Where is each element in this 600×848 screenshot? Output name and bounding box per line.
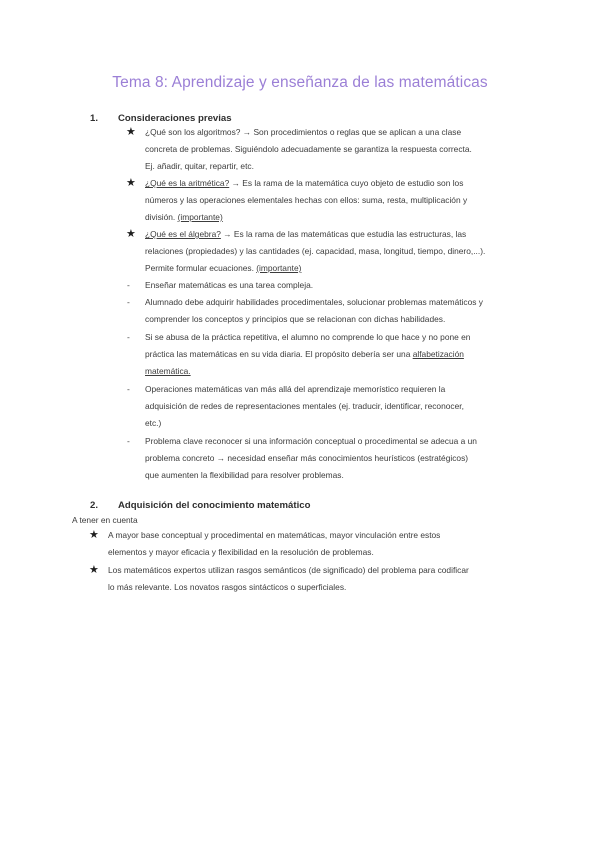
section-2-item-1-line-2: elementos y mayor eficacia y flexibilidad en la resolución de problemas.: [108, 547, 374, 557]
star-bullet-icon: ★: [89, 529, 99, 541]
item-dash-4-line-2: adquisición de redes de representaciones mentales (ej. traducir, identificar, reconocer,: [145, 401, 464, 411]
section-2-number: 2.: [90, 500, 99, 511]
dash-bullet-icon: -: [127, 436, 130, 446]
item-algoritmos-line-1: [145, 124, 461, 141]
question-aritmetica: ¿Qué es la aritmética?: [145, 178, 230, 188]
item-algoritmos-line-2: concreta de problemas. Siguiéndolo adecuadamente se garantiza la respuesta correcta.: [145, 144, 472, 154]
answer-text: división.: [145, 212, 178, 222]
dash-bullet-icon: -: [127, 384, 130, 394]
section-1-number: 1.: [90, 113, 99, 124]
dash-bullet-icon: -: [127, 332, 130, 342]
item-dash-5-line-2: problema concreto → necesidad enseñar más conocimientos heurísticos (estratégicos): [145, 453, 469, 463]
section-2-intro: A tener en cuenta: [72, 515, 138, 525]
question-algoritmos: ¿Qué son los algoritmos?: [145, 127, 241, 137]
item-algebra-line-3: [145, 260, 301, 277]
page-title: Tema 8: Aprendizaje y enseñanza de las matemáticas: [112, 74, 488, 91]
item-dash-3-line-3: [145, 363, 191, 380]
item-aritmetica-line-2: números y las operaciones elementales hechas con ellos: suma, resta, multiplicación y: [145, 195, 468, 205]
answer-text: → Son procedimientos o reglas que se aplican a una clase: [240, 127, 462, 137]
important-tag: (importante): [177, 212, 223, 222]
item-aritmetica-line-1: [145, 175, 463, 192]
section-2-title: Adquisición del conocimiento matemático: [118, 500, 311, 511]
item-dash-4-line-1: Operaciones matemáticas van más allá del aprendizaje memorístico requieren la: [145, 384, 446, 394]
item-algebra-line-2: relaciones (propiedades) y las cantidades (ej. capacidad, masa, longitud, tiempo, dinero,...).: [145, 246, 486, 256]
body-text: práctica las matemáticas en su vida diaria. El propósito debería ser una: [145, 349, 413, 359]
item-dash-2-line-2: comprender los conceptos y principios que se relacionan con dichas habilidades.: [145, 314, 446, 324]
item-dash-4-line-3: etc.): [145, 418, 162, 428]
dash-bullet-icon: -: [127, 280, 130, 290]
answer-text: → Es la rama de las matemáticas que estudia las estructuras, las: [220, 229, 467, 239]
dash-bullet-icon: -: [127, 297, 130, 307]
item-algoritmos-line-3: Ej. añadir, quitar, repartir, etc.: [145, 161, 254, 171]
star-bullet-icon: ★: [89, 564, 99, 576]
section-2-item-2-line-1: Los matemáticos expertos utilizan rasgos semánticos (de significado) del problema para codificar: [108, 565, 469, 575]
answer-text: → Es la rama de la matemática cuyo objeto de estudio son los: [229, 178, 464, 188]
item-algebra-line-1: [145, 226, 466, 243]
star-bullet-icon: ★: [126, 126, 136, 138]
star-bullet-icon: ★: [126, 228, 136, 240]
section-2-item-2-line-2: lo más relevante. Los novatos rasgos sintácticos o superficiales.: [108, 582, 347, 592]
star-bullet-icon: ★: [126, 177, 136, 189]
item-dash-5-line-1: Problema clave reconocer si una información conceptual o procedimental se adecua a un: [145, 436, 477, 446]
item-dash-3-line-2: [145, 346, 464, 363]
key-term: alfabetización: [412, 349, 464, 359]
item-dash-3-line-1: Si se abusa de la práctica repetitiva, el alumno no comprende lo que hace y no pone en: [145, 332, 471, 342]
section-2-item-1-line-1: A mayor base conceptual y procedimental en matemáticas, mayor vinculación entre estos: [108, 530, 441, 540]
answer-text: Permite formular ecuaciones.: [145, 263, 257, 273]
item-dash-1-line-1: Enseñar matemáticas es una tarea compleja.: [145, 280, 314, 290]
section-1-heading: [90, 113, 232, 124]
item-dash-2-line-1: Alumnado debe adquirir habilidades procedimentales, solucionar problemas matemáticos y: [145, 297, 483, 307]
section-2-heading: [90, 500, 310, 511]
question-algebra: ¿Qué es el álgebra?: [145, 229, 221, 239]
section-1-title: Consideraciones previas: [118, 113, 232, 124]
key-term: matemática.: [145, 366, 191, 376]
important-tag: (importante): [256, 263, 302, 273]
item-aritmetica-line-3: [145, 209, 223, 226]
item-dash-5-line-3: que aumenten la flexibilidad para resolver problemas.: [145, 470, 344, 480]
